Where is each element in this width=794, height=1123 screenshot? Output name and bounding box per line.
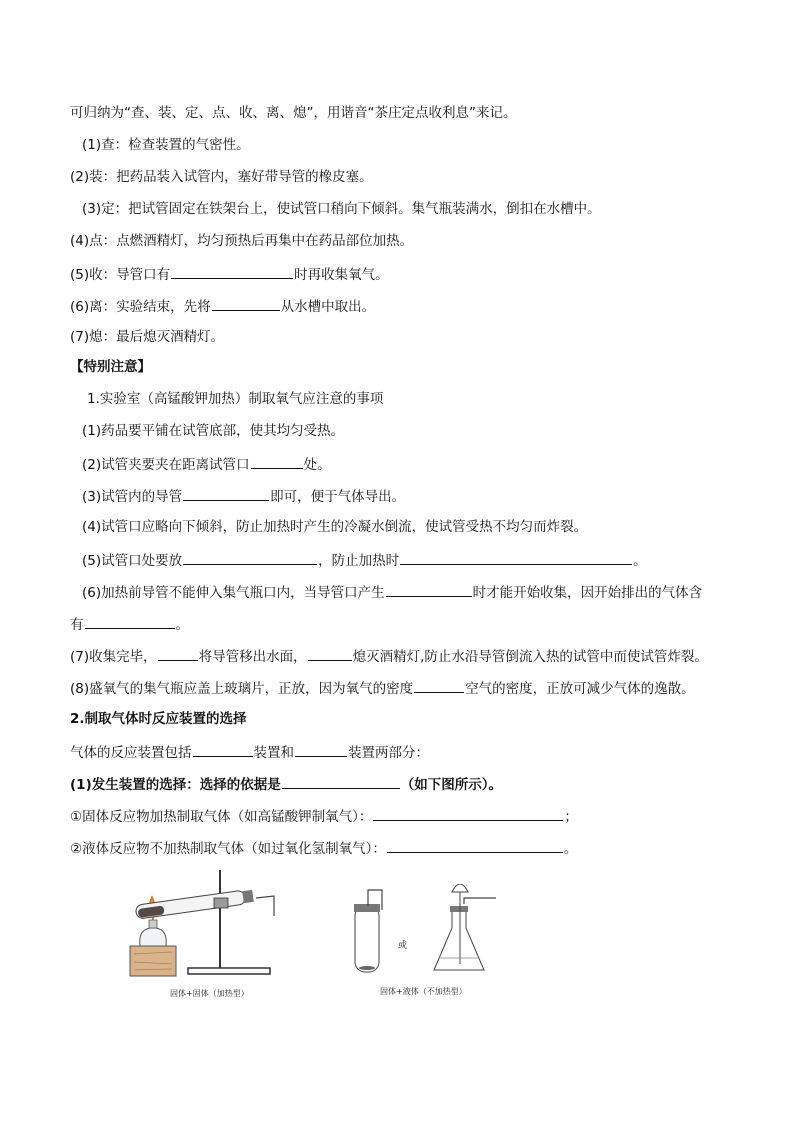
note-1: (1)药品要平铺在试管底部，使其均匀受热。	[82, 423, 345, 439]
answer-blank[interactable]	[414, 678, 464, 693]
answer-blank[interactable]	[212, 296, 280, 311]
conical-flask	[434, 908, 484, 970]
section2-line1: 气体的反应装置包括 装置和 装置两部分：	[70, 742, 429, 762]
note-7: (7)收集完毕， 将导管移出水面， 熄灭酒精灯,防止水沿导管倒流入热的试管中而使试管炸裂。	[70, 646, 708, 666]
answer-blank[interactable]	[171, 264, 293, 279]
answer-blank[interactable]	[400, 550, 632, 565]
notice-item-1: 1.实验室（高锰酸钾加热）制取氧气应注意的事项	[87, 391, 384, 407]
step-4: (4)点：点燃酒精灯，均匀预热后再集中在药品部位加热。	[70, 233, 414, 249]
alcohol-lamp	[140, 928, 167, 946]
delivery-tube	[256, 896, 274, 916]
answer-blank[interactable]	[308, 646, 352, 661]
note-6-cont: 有 。	[70, 614, 189, 634]
answer-blank[interactable]	[386, 582, 472, 597]
section2-line4: ②液体反应物不加热制取气体（如过氧化氢制氧气）： 。	[70, 838, 577, 858]
non-heating-apparatus-figure	[350, 884, 500, 980]
heating-apparatus-figure	[128, 868, 278, 980]
note-5: (5)试管口处要放 ，防止加热时 。	[82, 550, 647, 570]
notice-heading: 【特别注意】	[70, 359, 151, 375]
note-8: (8)盛氧气的集气瓶应盖上玻璃片，正放，因为氧气的密度 空气的密度，正放可减少气体的逸散。	[70, 678, 695, 698]
step-2: (2)装：把药品装入试管内，塞好带导管的橡皮塞。	[70, 169, 373, 185]
step-1: (1)查：检查装置的气密性。	[82, 137, 250, 153]
left-figure-caption: 固体+固体（加热型）	[170, 989, 249, 998]
section2-heading: 2.制取气体时反应装置的选择	[70, 711, 247, 727]
answer-blank[interactable]	[193, 742, 253, 757]
step-3: (3)定：把试管固定在铁架台上，使试管口稍向下倾斜。集气瓶装满水，倒扣在水槽中。	[82, 201, 601, 217]
right-figure-caption: 固体+液体（不加热型）	[380, 987, 467, 996]
upright-test-tube	[355, 906, 379, 972]
answer-blank[interactable]	[183, 550, 317, 565]
note-4: (4)试管口应略向下倾斜，防止加热时产生的冷凝水倒流，使试管受热不均匀而炸裂。	[82, 519, 588, 535]
answer-blank[interactable]	[295, 742, 347, 757]
step-7: (7)熄：最后熄灭酒精灯。	[70, 329, 225, 345]
answer-blank[interactable]	[85, 614, 175, 629]
note-2: (2)试管夹要夹在距离试管口 处。	[82, 454, 331, 474]
answer-blank[interactable]	[387, 838, 563, 853]
step-5: (5)收：导管口有 时再收集氧气。	[70, 264, 389, 284]
note-6: (6)加热前导管不能伸入集气瓶口内，当导管口产生 时才能开始收集，因开始排出的气体含	[82, 582, 702, 602]
clamp	[214, 898, 228, 908]
section2-line3: ①固体反应物加热制取气体（如高锰酸钾制氧气）： ；	[70, 806, 578, 826]
note-3: (3)试管内的导管 即可，便于气体导出。	[82, 486, 405, 506]
answer-blank[interactable]	[183, 486, 269, 501]
wooden-block	[130, 946, 176, 976]
iron-stand-base	[188, 968, 270, 974]
answer-blank[interactable]	[282, 774, 400, 789]
section2-line2: (1)发生装置的选择：选择的依据是 （如下图所示）。	[70, 774, 502, 794]
or-label: 或	[398, 941, 408, 951]
answer-blank[interactable]	[373, 806, 563, 821]
answer-blank[interactable]	[158, 646, 198, 661]
intro-text: 可归纳为“查、装、定、点、收、离、熄”，用谐音“茶庄定点收利息”来记。	[70, 105, 517, 121]
step-6: (6)离：实验结束，先将 从水槽中取出。	[70, 296, 375, 316]
answer-blank[interactable]	[251, 454, 303, 469]
